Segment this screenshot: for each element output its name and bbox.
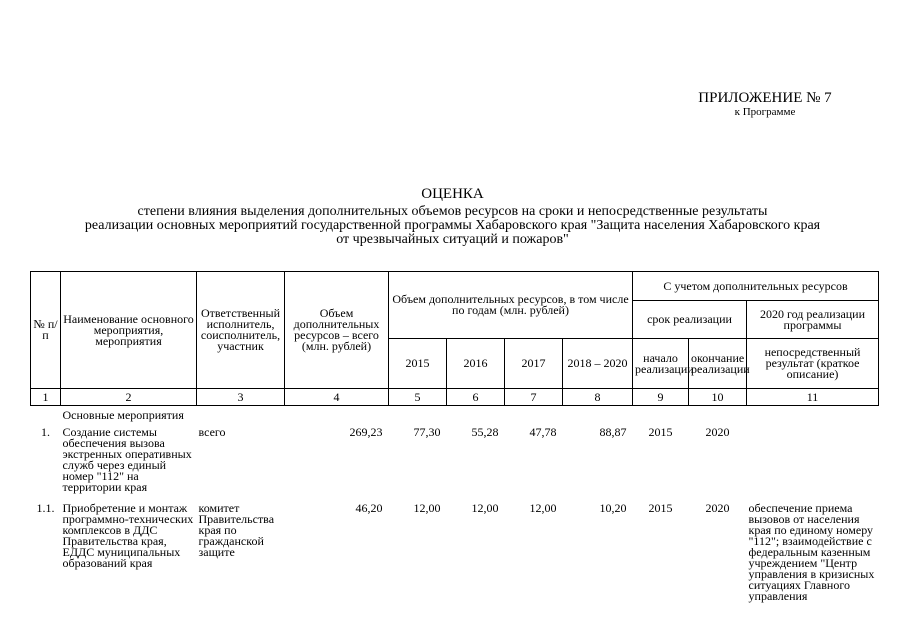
row-no: 1.1. [36,501,55,515]
column-number: 5 [389,389,447,406]
header-2015: 2015 [389,339,447,389]
header-with-additional: С учетом дополнительных ресурсов [633,272,879,301]
header-no: № п/п [31,272,61,389]
row-name: Приобретение и монтаж программно-технических комплексов в ДДС Правительства края, ЕДДС муниципальных образований края [62,501,194,570]
row-2018-2020: 88,87 [599,425,627,439]
row-name: Создание системы обеспечения вызова экстренных оперативных служб через единый номер "112" на территории края [62,425,192,494]
header-name: Наименование основного мероприятия, мероприятия [61,272,197,389]
header-result: непосредственный результат (краткое описание) [747,339,879,389]
row-responsible: всего [198,425,226,439]
header-2018-2020: 2018 – 2020 [563,339,633,389]
row-start: 2015 [648,425,673,439]
row-end: 2020 [705,425,730,439]
column-number: 11 [747,389,879,406]
header-volume: Объем дополнительных ресурсов – всего (млн. рублей) [285,272,389,389]
header-end: окончание реализации [689,339,747,389]
row-volume: 46,20 [355,501,383,515]
column-number: 6 [447,389,505,406]
header-responsible: Ответственный исполнитель, соисполнитель, участник [197,272,285,389]
row-2017: 47,78 [529,425,557,439]
header-term: срок реализации [633,301,747,339]
column-number: 2 [61,389,197,406]
row-2017: 12,00 [529,501,557,515]
heading-line-1: степени влияния выделения дополнительных объемов ресурсов на сроки и непосредственные результаты [137,204,768,219]
section-row [31,406,879,428]
heading-title: ОЦЕНКА [421,186,484,202]
row-2015: 77,30 [413,425,441,439]
row-volume: 269,23 [349,425,383,439]
row-2016: 12,00 [471,501,499,515]
header-2017: 2017 [505,339,563,389]
heading-line-3: от чрезвычайных ситуаций и пожаров" [336,232,569,247]
table-row [31,503,879,602]
row-result [747,427,879,503]
document-heading [0,185,905,247]
appendix-subtitle: к Программе [734,106,796,118]
column-number: 1 [31,389,61,406]
row-2015: 12,00 [413,501,441,515]
row-end: 2020 [705,501,730,515]
row-no: 1. [41,425,50,439]
row-2018-2020: 10,20 [599,501,627,515]
row-2016: 55,28 [471,425,499,439]
column-number: 3 [197,389,285,406]
header-goal-2020: 2020 год реализации программы [747,301,879,339]
row-result: обеспечение приема вызовов от населения края по единому номеру "112"; взаимодействие с федеральным казенным учреждением "Центр управления в кризисных ситуациях Главного управления [748,501,875,603]
row-responsible: комитет Правительства края по гражданской защите [198,501,275,559]
column-number: 10 [689,389,747,406]
section-title: Основные мероприятия [62,408,184,422]
column-number: 7 [505,389,563,406]
appendix-title: ПРИЛОЖЕНИЕ № 7 [698,90,832,106]
heading-line-2: реализации основных мероприятий государственной программы Хабаровского края "Защита населения Хабаровского края [84,218,821,233]
column-number: 4 [285,389,389,406]
header-2016: 2016 [447,339,505,389]
column-number: 9 [633,389,689,406]
assessment-table [30,271,879,602]
column-number: 8 [563,389,633,406]
row-start: 2015 [648,501,673,515]
header-by-years: Объем дополнительных ресурсов, в том числе по годам (млн. рублей) [389,272,633,339]
column-numbers-row [31,389,879,406]
header-start: начало реализации [633,339,689,389]
appendix-label [690,90,840,118]
table-row [31,427,879,503]
